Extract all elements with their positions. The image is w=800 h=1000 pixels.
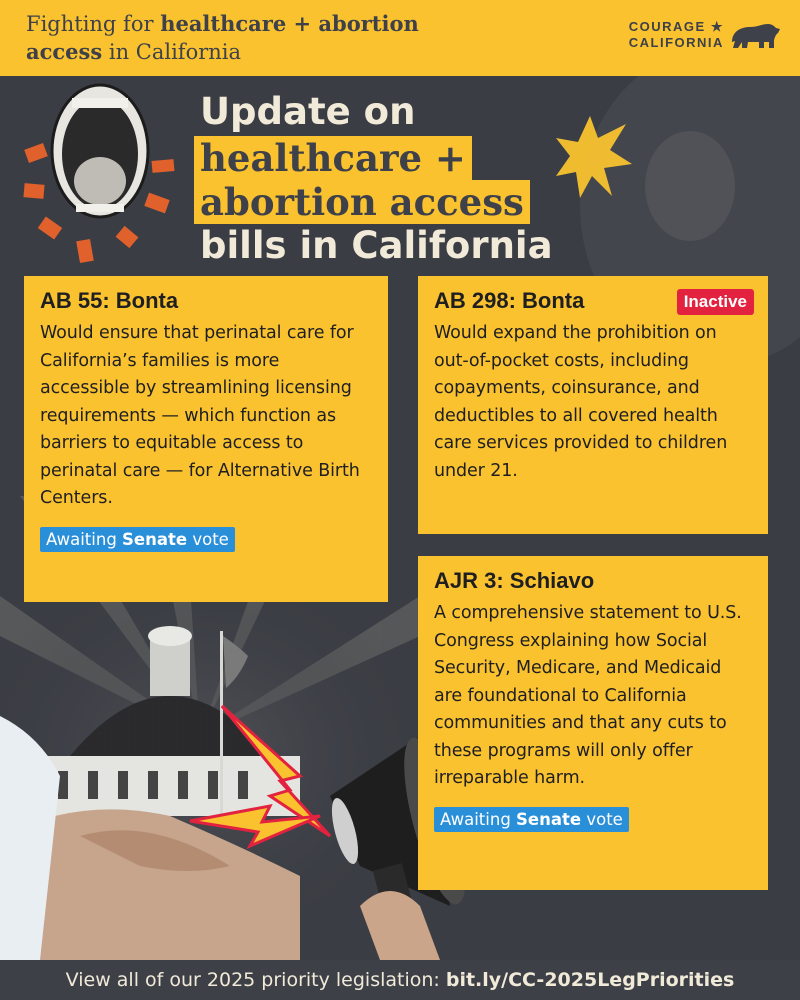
- status-chamber: Senate: [122, 529, 188, 549]
- logo-line-2: CALIFORNIA: [628, 35, 724, 50]
- status-prefix: Awaiting: [440, 809, 517, 829]
- inactive-badge: Inactive: [677, 289, 754, 315]
- top-banner: [0, 0, 800, 76]
- tagline-bold-2: access: [26, 39, 103, 64]
- tagline-suffix: in California: [102, 40, 242, 64]
- bill-card-ab298: [418, 276, 768, 534]
- logo-line-1: COURAGE: [628, 19, 706, 34]
- headline-line-1: Update on: [200, 90, 416, 133]
- status-suffix: vote: [187, 529, 229, 549]
- status-badge: [40, 527, 235, 552]
- star-icon: ★: [705, 19, 724, 34]
- bill-description: Would expand the prohibition on out-of-pocket costs, including copayments, coinsurance, and deductibles to all covered health care services provided to children under 21.: [434, 323, 728, 481]
- tagline: [26, 10, 419, 66]
- bill-description: Would ensure that perinatal care for California’s families is more accessible by streamlining licensing requirements — which function as barriers to equitable access to perinatal care — for Alternative Birth Centers.: [40, 323, 360, 508]
- bill-title: AB 55: Bonta: [40, 288, 179, 313]
- status-prefix: Awaiting: [46, 529, 123, 549]
- status-suffix: vote: [581, 809, 623, 829]
- bill-title: AB 298: Bonta: [434, 288, 585, 313]
- headline-line-2: healthcare +: [194, 136, 472, 180]
- tagline-prefix: Fighting for: [26, 12, 161, 36]
- headline-line-3: abortion access: [194, 180, 530, 224]
- bill-card-ajr3: [418, 556, 768, 890]
- bill-description: A comprehensive statement to U.S. Congress explaining how Social Security, Medicare, and Medicaid are foundational to California communities and that any cuts to these programs will only offer irreparable harm.: [434, 603, 742, 788]
- priority-legislation-link[interactable]: bit.ly/CC-2025LegPriorities: [445, 969, 735, 991]
- footer-bar: [0, 960, 800, 1000]
- bill-card-ab55: [24, 276, 388, 602]
- status-chamber: Senate: [516, 809, 582, 829]
- courage-california-logo: [629, 18, 782, 52]
- bear-icon: [728, 18, 782, 52]
- status-badge: [434, 807, 629, 832]
- headline: [200, 90, 580, 268]
- footer-cta: [66, 969, 735, 991]
- tagline-bold-1: healthcare + abortion: [160, 11, 419, 36]
- logo-wordmark: [629, 19, 724, 51]
- footer-cta-text: View all of our 2025 priority legislation:: [65, 969, 446, 991]
- headline-line-4: bills in California: [200, 224, 553, 267]
- bill-title: AJR 3: Schiavo: [434, 568, 595, 593]
